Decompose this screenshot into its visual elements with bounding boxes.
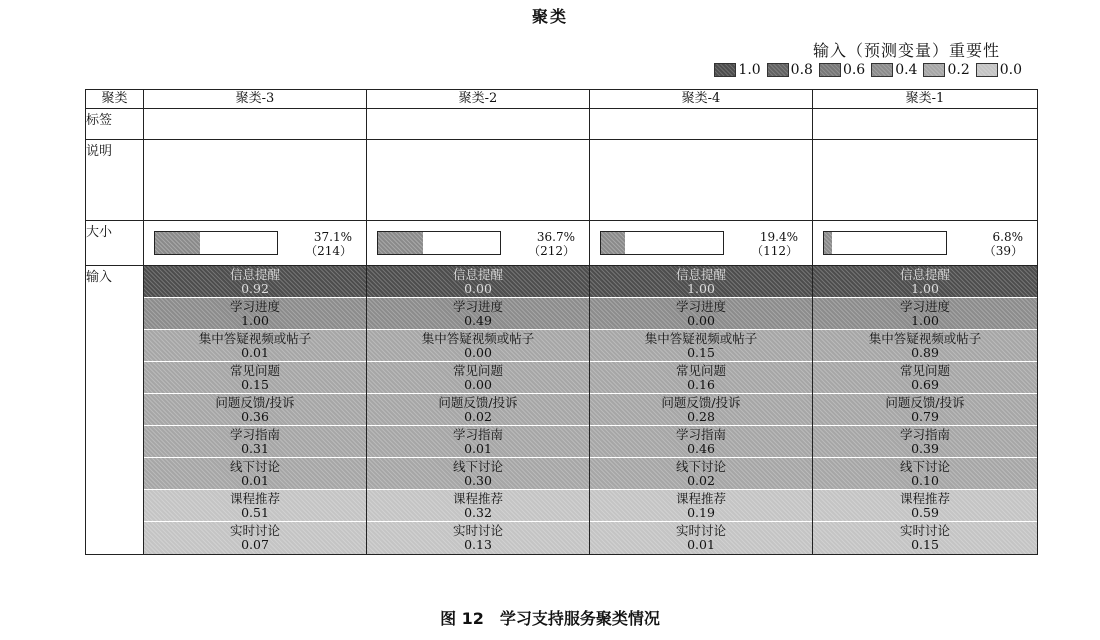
cluster-header: 聚类-3 [144, 90, 367, 109]
cluster-row-label: 聚类 [86, 90, 144, 109]
description-cell [144, 140, 367, 221]
input-value: 1.00 [241, 313, 269, 328]
input-name: 信息提醒 [899, 267, 950, 282]
input-cell [813, 490, 1037, 522]
inputs-column [813, 266, 1038, 555]
size-percent: 37.1% [313, 230, 352, 244]
input-value: 0.01 [687, 537, 715, 552]
input-cell [590, 330, 812, 362]
input-value: 0.32 [464, 505, 492, 520]
input-name: 学习指南 [675, 427, 726, 442]
size-cell [367, 221, 590, 266]
input-value: 0.01 [241, 473, 269, 488]
input-name: 课程推荐 [452, 491, 503, 506]
input-value: 1.00 [687, 281, 715, 296]
input-cell [367, 362, 589, 394]
size-bar [600, 231, 724, 255]
legend-item [767, 62, 813, 78]
size-bar [154, 231, 278, 255]
input-cell [144, 426, 366, 458]
input-cell [367, 458, 589, 490]
legend-swatch [976, 63, 998, 77]
input-cell [590, 490, 812, 522]
input-value: 0.79 [911, 409, 939, 424]
cluster-header: 聚类-4 [590, 90, 813, 109]
tag-cell [144, 109, 367, 140]
input-cell [367, 266, 589, 298]
header-row [86, 90, 1038, 109]
input-name: 问题反馈/投诉 [438, 395, 518, 410]
size-percent: 36.7% [536, 230, 575, 244]
legend-item [871, 62, 917, 78]
legend-item [714, 62, 760, 78]
input-name: 线下讨论 [675, 459, 726, 474]
input-value: 0.02 [687, 473, 715, 488]
legend-swatch [714, 63, 736, 77]
input-value: 0.13 [464, 537, 492, 552]
input-name: 实时讨论 [229, 523, 280, 538]
input-cell [813, 362, 1037, 394]
input-cell [590, 362, 812, 394]
legend-item [819, 62, 865, 78]
size-bar-fill [155, 232, 200, 254]
input-value: 0.92 [241, 281, 269, 296]
input-value: 0.46 [687, 441, 715, 456]
input-name: 学习进度 [229, 299, 280, 314]
figure-caption: 图 12 学习支持服务聚类情况 [440, 609, 660, 628]
input-cell [813, 426, 1037, 458]
input-name: 学习进度 [452, 299, 503, 314]
size-label [984, 230, 1023, 258]
input-cell [144, 330, 366, 362]
input-value: 0.31 [241, 441, 269, 456]
inputs-column [367, 266, 590, 555]
cluster-header: 聚类-2 [367, 90, 590, 109]
input-value: 0.69 [911, 377, 939, 392]
input-name: 课程推荐 [899, 491, 950, 506]
input-name: 学习指南 [452, 427, 503, 442]
input-value: 0.15 [911, 537, 939, 552]
input-cell [144, 298, 366, 330]
size-bar [823, 231, 947, 255]
size-count: （112） [751, 244, 798, 258]
input-cell [367, 394, 589, 426]
tag-row [86, 109, 1038, 140]
input-name: 实时讨论 [675, 523, 726, 538]
size-percent: 6.8% [992, 230, 1023, 244]
input-cell [590, 522, 812, 554]
input-cell [813, 458, 1037, 490]
input-value: 0.00 [687, 313, 715, 328]
size-bar-fill [378, 232, 423, 254]
input-name: 线下讨论 [452, 459, 503, 474]
input-cell [144, 266, 366, 298]
input-value: 0.51 [241, 505, 269, 520]
tag-row-label: 标签 [86, 109, 144, 140]
input-value: 0.00 [464, 281, 492, 296]
input-value: 0.59 [911, 505, 939, 520]
legend-label: 0.4 [895, 62, 918, 78]
size-row-label: 大小 [86, 221, 144, 266]
description-cell [367, 140, 590, 221]
size-bar-fill [824, 232, 832, 254]
input-value: 0.00 [464, 377, 492, 392]
inputs-row [86, 266, 1038, 555]
input-cell [144, 362, 366, 394]
input-value: 0.19 [687, 505, 715, 520]
size-cell [144, 221, 367, 266]
input-name: 线下讨论 [229, 459, 280, 474]
tag-cell [590, 109, 813, 140]
size-count: （212） [528, 244, 575, 258]
description-row-label: 说明 [86, 140, 144, 221]
input-name: 集中答疑视频或帖子 [198, 331, 312, 346]
legend-item [923, 62, 969, 78]
size-row [86, 221, 1038, 266]
input-name: 课程推荐 [229, 491, 280, 506]
input-value: 0.01 [241, 345, 269, 360]
legend-label: 0.2 [947, 62, 970, 78]
input-name: 学习进度 [899, 299, 950, 314]
input-cell [590, 458, 812, 490]
size-count: （39） [983, 244, 1023, 258]
input-value: 0.16 [687, 377, 715, 392]
input-name: 学习指南 [229, 427, 280, 442]
input-name: 课程推荐 [675, 491, 726, 506]
inputs-row-label: 输入 [86, 266, 144, 555]
input-name: 信息提醒 [675, 267, 726, 282]
input-name: 实时讨论 [452, 523, 503, 538]
legend-swatch [923, 63, 945, 77]
tag-cell [813, 109, 1038, 140]
input-name: 信息提醒 [452, 267, 503, 282]
input-cell [813, 394, 1037, 426]
inputs-column [144, 266, 367, 555]
input-name: 集中答疑视频或帖子 [644, 331, 758, 346]
input-name: 常见问题 [899, 363, 950, 378]
input-cell [590, 266, 812, 298]
input-value: 1.00 [911, 281, 939, 296]
input-cell [144, 490, 366, 522]
input-name: 线下讨论 [899, 459, 950, 474]
legend [714, 62, 1022, 78]
input-name: 常见问题 [229, 363, 280, 378]
input-name: 集中答疑视频或帖子 [421, 331, 535, 346]
input-name: 问题反馈/投诉 [661, 395, 741, 410]
input-value: 0.07 [241, 537, 269, 552]
input-name: 常见问题 [675, 363, 726, 378]
input-cell [590, 394, 812, 426]
input-value: 0.30 [464, 473, 492, 488]
input-cell [590, 298, 812, 330]
input-value: 0.00 [464, 345, 492, 360]
input-name: 学习进度 [675, 299, 726, 314]
description-cell [590, 140, 813, 221]
input-name: 问题反馈/投诉 [215, 395, 295, 410]
legend-label: 1.0 [738, 62, 761, 78]
input-cell [590, 426, 812, 458]
input-value: 0.28 [687, 409, 715, 424]
input-name: 问题反馈/投诉 [885, 395, 965, 410]
legend-title: 输入（预测变量）重要性 [812, 41, 1000, 60]
page-title: 聚类 [531, 7, 568, 26]
input-cell [367, 298, 589, 330]
input-cell [813, 522, 1037, 554]
size-label [751, 230, 798, 258]
input-cell [144, 522, 366, 554]
input-cell [367, 426, 589, 458]
inputs-column [590, 266, 813, 555]
legend-swatch [767, 63, 789, 77]
input-value: 1.00 [911, 313, 939, 328]
cluster-table [85, 89, 1038, 555]
description-row [86, 140, 1038, 221]
size-label [305, 230, 352, 258]
input-value: 0.15 [687, 345, 715, 360]
tag-cell [367, 109, 590, 140]
input-name: 信息提醒 [229, 267, 280, 282]
size-cell [813, 221, 1038, 266]
size-bar-fill [601, 232, 625, 254]
input-cell [367, 490, 589, 522]
size-percent: 19.4% [759, 230, 798, 244]
size-label [528, 230, 575, 258]
input-cell [813, 330, 1037, 362]
input-value: 0.15 [241, 377, 269, 392]
input-name: 实时讨论 [899, 523, 950, 538]
input-cell [367, 330, 589, 362]
input-cell [813, 266, 1037, 298]
input-name: 常见问题 [452, 363, 503, 378]
size-count: （214） [305, 244, 352, 258]
input-value: 0.89 [911, 345, 939, 360]
description-cell [813, 140, 1038, 221]
input-cell [367, 522, 589, 554]
input-cell [813, 298, 1037, 330]
input-value: 0.36 [241, 409, 269, 424]
input-cell [144, 394, 366, 426]
input-value: 0.01 [464, 441, 492, 456]
input-value: 0.02 [464, 409, 492, 424]
input-cell [144, 458, 366, 490]
legend-label: 0.0 [999, 62, 1022, 78]
input-value: 0.49 [464, 313, 492, 328]
legend-swatch [819, 63, 841, 77]
input-name: 集中答疑视频或帖子 [868, 331, 982, 346]
legend-label: 0.6 [842, 62, 866, 78]
cluster-header: 聚类-1 [813, 90, 1038, 109]
size-cell [590, 221, 813, 266]
input-name: 学习指南 [899, 427, 950, 442]
legend-item [976, 62, 1022, 78]
size-bar [377, 231, 501, 255]
input-value: 0.10 [911, 473, 939, 488]
legend-label: 0.8 [790, 62, 813, 78]
input-value: 0.39 [911, 441, 939, 456]
legend-swatch [871, 63, 893, 77]
